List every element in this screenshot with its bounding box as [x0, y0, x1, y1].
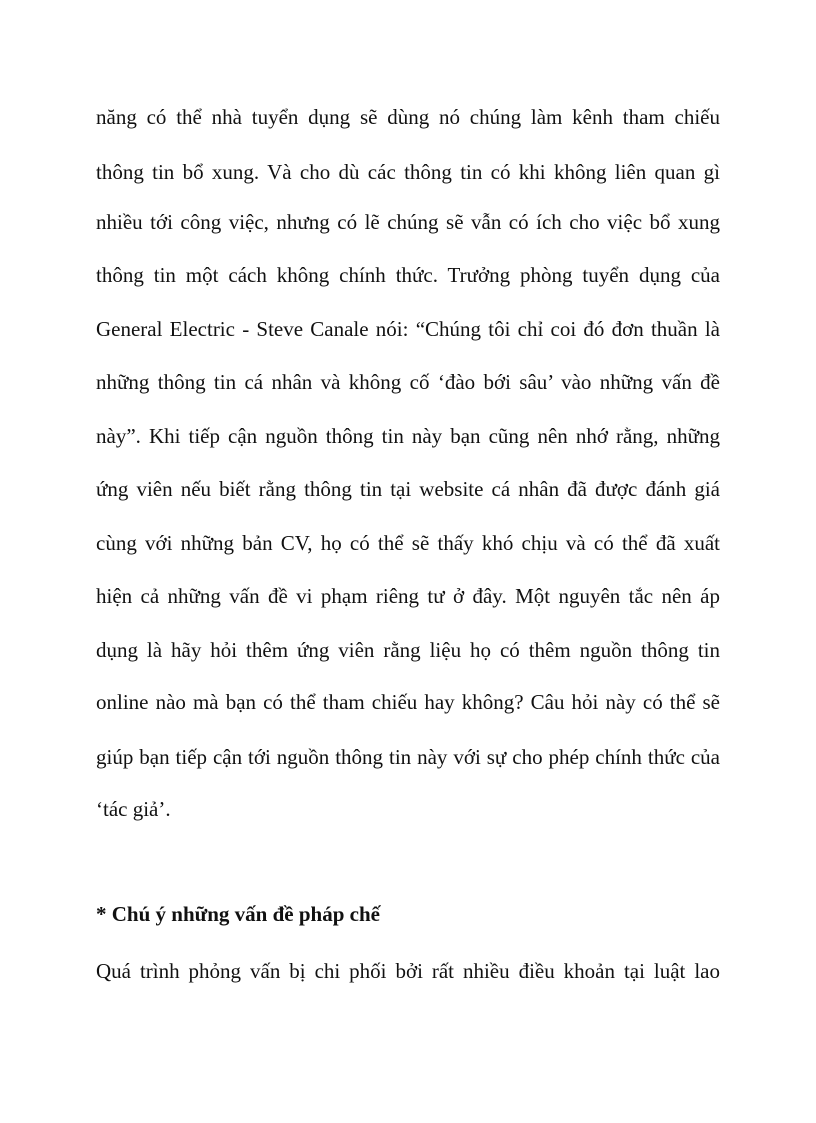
paragraph-1-line-5: General Electric - Steve Canale nói: “Chúng tôi chỉ coi đó đơn thuần là [96, 317, 720, 341]
paragraph-1-line-10: hiện cả những vấn đề vi phạm riêng tư ở đây. Một nguyên tắc nên áp [96, 584, 720, 608]
paragraph-1-line-4: thông tin một cách không chính thức. Trưởng phòng tuyển dụng của [96, 263, 720, 287]
paragraph-1-line-2: thông tin bổ xung. Và cho dù các thông tin có khi không liên quan gì [96, 160, 720, 184]
paragraph-1-line-9: cùng với những bản CV, họ có thể sẽ thấy khó chịu và có thể đã xuất [96, 531, 720, 555]
paragraph-1-line-7: này”. Khi tiếp cận nguồn thông tin này bạn cũng nên nhớ rằng, những [96, 424, 720, 448]
section-heading: * Chú ý những vấn đề pháp chế [96, 902, 380, 926]
paragraph-1-line-14: ‘tác giả’. [96, 797, 171, 821]
paragraph-1-line-12: online nào mà bạn có thể tham chiếu hay không? Câu hỏi này có thể sẽ [96, 690, 720, 714]
paragraph-1-line-8: ứng viên nếu biết rằng thông tin tại website cá nhân đã được đánh giá [96, 477, 720, 501]
paragraph-2-line-1: Quá trình phỏng vấn bị chi phối bởi rất nhiều điều khoản tại luật lao [96, 959, 720, 983]
paragraph-1-line-11: dụng là hãy hỏi thêm ứng viên rằng liệu họ có thêm nguồn thông tin [96, 638, 720, 662]
paragraph-1-line-6: những thông tin cá nhân và không cố ‘đào bới sâu’ vào những vấn đề [96, 370, 720, 394]
paragraph-1-line-13: giúp bạn tiếp cận tới nguồn thông tin này với sự cho phép chính thức của [96, 745, 720, 769]
paragraph-1-line-1: năng có thể nhà tuyển dụng sẽ dùng nó chúng làm kênh tham chiếu [96, 105, 720, 129]
paragraph-1-line-3: nhiều tới công việc, nhưng có lẽ chúng sẽ vẫn có ích cho việc bổ xung [96, 210, 720, 234]
